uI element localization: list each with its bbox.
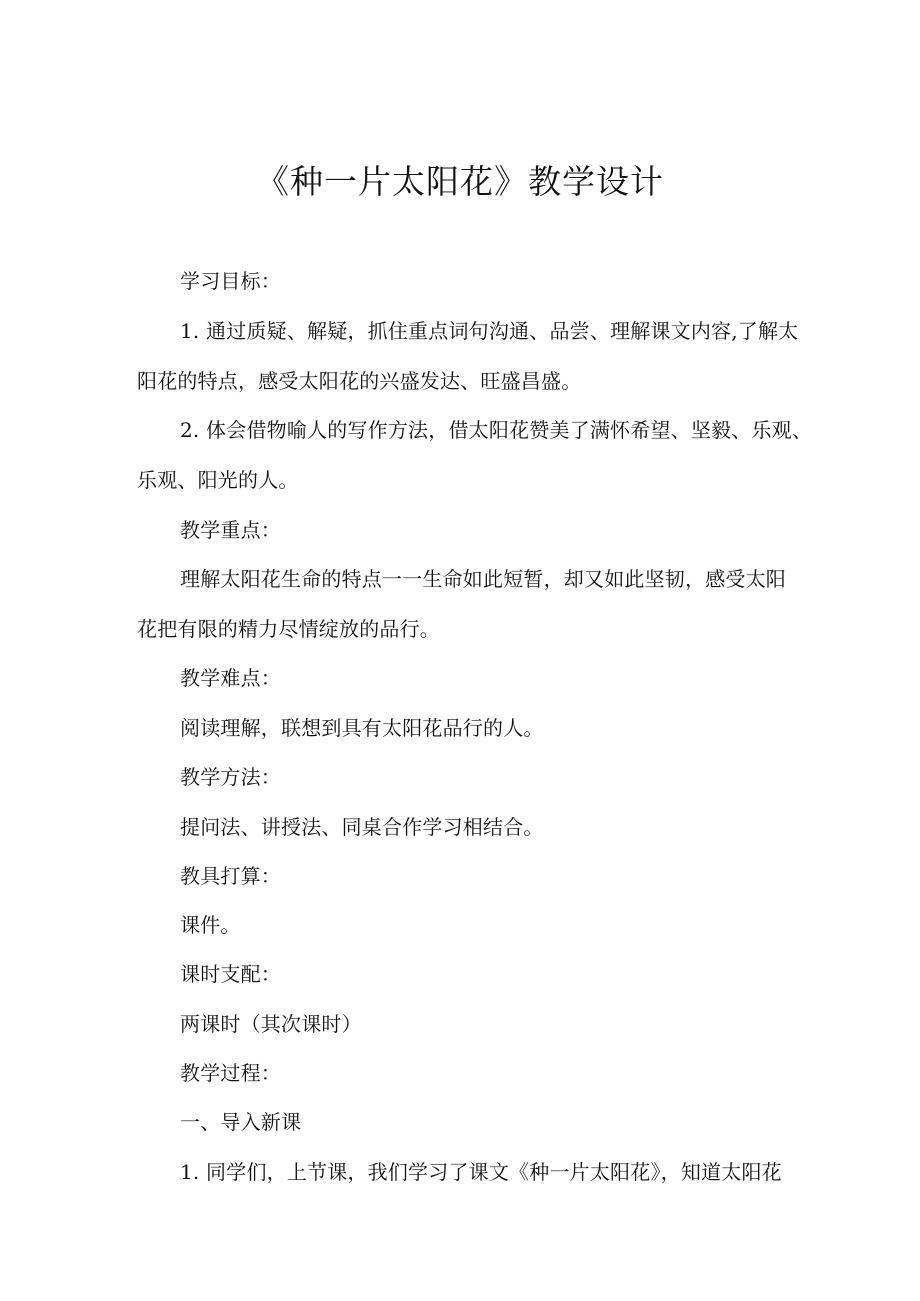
subsection-heading: 一、导入新课 (180, 1110, 302, 1134)
document-title: 《种一片太阳花》教学设计 (256, 162, 664, 202)
paragraph-line: 理解太阳花生命的特点一一生命如此短暂，却又如此坚韧，感受太阳 (180, 567, 786, 591)
paragraph-line: 2. 体会借物喻人的写作方法，借太阳花赞美了满怀希望、坚毅、乐观、 (180, 418, 813, 442)
section-heading-schedule: 课时支配： (180, 962, 281, 986)
section-heading-process: 教学过程： (180, 1061, 281, 1085)
paragraph-line: 课件。 (180, 913, 241, 937)
paragraph-line: 提问法、讲授法、同桌合作学习相结合。 (180, 815, 544, 839)
section-heading-methods: 教学方法： (180, 765, 281, 789)
section-heading-difficulties: 教学难点： (180, 666, 281, 690)
paragraph-line: 花把有限的精力尽情绽放的品行。 (137, 617, 440, 641)
section-heading-key-points: 教学重点： (180, 518, 281, 542)
paragraph-line: 两课时（其次课时） (180, 1012, 362, 1036)
section-heading-materials: 教具打算： (180, 864, 281, 888)
paragraph-line: 阳花的特点，感受太阳花的兴盛发达、旺盛昌盛。 (137, 369, 582, 393)
paragraph-line: 1. 通过质疑、解疑，抓住重点词句沟通、品尝、理解课文内容,了解太 (180, 319, 799, 343)
paragraph-line: 阅读理解，联想到具有太阳花品行的人。 (180, 716, 544, 740)
paragraph-line: 乐观、阳光的人。 (137, 468, 299, 492)
section-heading-objectives: 学习目标： (180, 269, 281, 293)
paragraph-line: 1. 同学们，上节课，我们学习了课文《种一片太阳花》，知道太阳花 (180, 1160, 782, 1184)
